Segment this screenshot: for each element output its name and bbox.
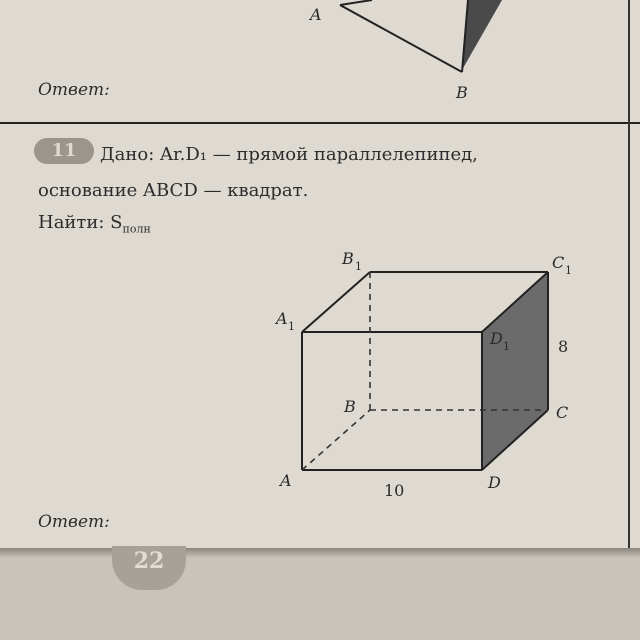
dimension-base: 10: [384, 481, 405, 500]
vertex-label-a1-sub: 1: [288, 320, 295, 333]
vertex-label-b1-sub: 1: [355, 260, 362, 273]
vertex-label-c1-sub: 1: [565, 264, 572, 277]
vertex-label-d1: D: [490, 329, 503, 348]
answer-label: Ответ:: [38, 512, 110, 532]
dimension-height: 8: [558, 337, 569, 356]
vertex-label-c: C: [556, 403, 569, 422]
vertex-label-b1: B: [342, 249, 354, 268]
previous-vertex-b: B: [456, 83, 468, 102]
page-edge-shadow: [0, 548, 640, 558]
vertex-label-a1: A: [276, 309, 288, 328]
problem-number: 11: [51, 140, 77, 161]
vertex-label-c1: C: [552, 253, 565, 272]
vertex-label-a: A: [280, 471, 292, 490]
vertex-label-d: D: [488, 473, 501, 492]
vertex-label-d1-sub: 1: [503, 340, 510, 353]
edge-a1-b1: [302, 272, 370, 332]
page-number: 22: [133, 548, 165, 574]
problem-base-line: основание ABCD — квадрат.: [38, 180, 309, 201]
background-surface: [0, 548, 640, 640]
problem-given-line: Дано: Ar.D₁ — прямой параллелепипед,: [100, 144, 478, 165]
problem-find-text: Найти: S: [38, 212, 123, 233]
previous-answer-label: Ответ:: [38, 80, 110, 100]
problem-find-subscript: полн: [122, 222, 151, 236]
vertex-label-b: B: [344, 397, 356, 416]
hidden-edge-a-b: [302, 410, 370, 470]
previous-vertex-a: A: [310, 5, 322, 24]
